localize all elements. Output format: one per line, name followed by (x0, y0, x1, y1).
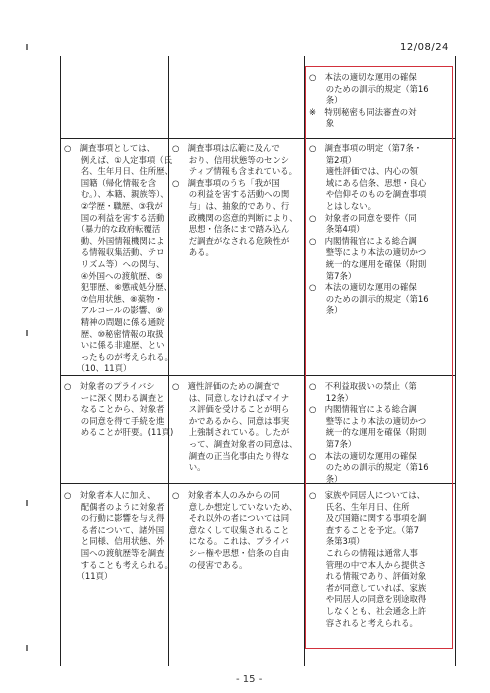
table-cell: ○ 調査事項は広範に及んで おり、信用状態等のセンシ ティブ情報も含まれている。 ○ 調査事項のうち「我が国 の利益を害する活動への関 与」は、抽象的であり、行 政機関の恣意的判断により、 思想・信条にまで踏み込ん だ調査がなされる危険性が ある。 (172, 143, 298, 258)
table-cell: ○ 本法の適切な運用の確保 のための訓示的規定（第16 条） ※ 特別秘密も同法審査の対 象 (309, 72, 429, 129)
punch-hole-mark (26, 44, 28, 50)
red-highlight-box (305, 66, 453, 649)
table-cell: ○ 調査事項の明定（第7条・ 第2項） 適性評価では、内心の領 域にある信条、思想・良心 や信仰そのものを調査事項 とはしない。 ○ 対象者の同意を要件（同 条第4項） ○ 内閣情報官による総合調 整等により本法の適切かつ 統一的な運用を確保（附則 第7条） ○ 本法の適切な運用の確保 のための訓示的規定（第16 条） (309, 143, 429, 316)
table-cell: ○ 調査事項としては、 例えば、①人定事項（氏 名、生年月日、住所歴、 国籍（帰化情報を含 む。）、本籍、親族等）、 ②学歴・職歴、③我が 国の利益を害する活動 （暴力的な政府転覆活 動、外国情報機関によ る情報収集活動、テロ リズム等）への関与、 ④外国への渡航歴、⑤ 犯罪歴、⑥懲戒処分歴、 ⑦信用状態、⑧薬物・ アルコールの影響、⑨ 精神の問題に係る通院 歴、⑩秘密情報の取扱 いに係る非違歴、とい ったものが考えられる。 （10、11頁） (64, 143, 173, 374)
punch-hole-mark (26, 500, 28, 506)
table-border-left (60, 56, 61, 666)
page-number: - 15 - (236, 674, 263, 685)
table-cell: ○ 適性評価のための調査で は、同意しなければマイナ ス評価を受けることが明ら かであるから、同意は事実 上強制されている。したが って、調査対象者の同意は、 調査の正当化事由たり得な い。 (172, 381, 298, 473)
table-border-right (455, 56, 456, 666)
table-cell: ○ 対象者本人に加え、 配偶者のように対象者 の行動に影響を与え得 る者について、諸外国 と同様、信用状態、外 国への渡航歴等を調査 することも考えられる。 （11頁） (64, 490, 173, 582)
table-cell: ○ 不利益取扱いの禁止（第 12条） ○ 内閣情報官による総合調 整等により本法の適切かつ 統一的な運用を確保（附則 第7条） ○ 本法の適切な運用の確保 のための訓示的規定（第16 条） (309, 381, 429, 484)
date-stamp: 12/08/24 (400, 42, 449, 53)
table-cell: ○ 対象者のプライバシ ーに深く関わる調査と なることから、対象者 の同意を得て手続を進 めることが肝要。(11頁) (64, 381, 174, 438)
punch-hole-mark (26, 330, 28, 336)
table-cell: ○ 対象者本人のみからの同 意しか想定していないため、 それ以外の者については同 意なくして収集されること になる。これは、プライバ シー権や思想・信条の自由 の侵害である。 (172, 490, 298, 570)
table-cell: ○ 家族や同居人については、 氏名、生年月日、住所 及び国籍に関する事項を調 査することを予定。（第7 条第3項） これらの情報は通常人事 管理の中で本人から提供さ れる情報であり、評価対象 者が同意していれば、家族 や同居人の同意を別途取得 しなくとも、社会通念上許 容されると考えられる。 (309, 490, 427, 628)
punch-hole-mark (26, 645, 28, 651)
